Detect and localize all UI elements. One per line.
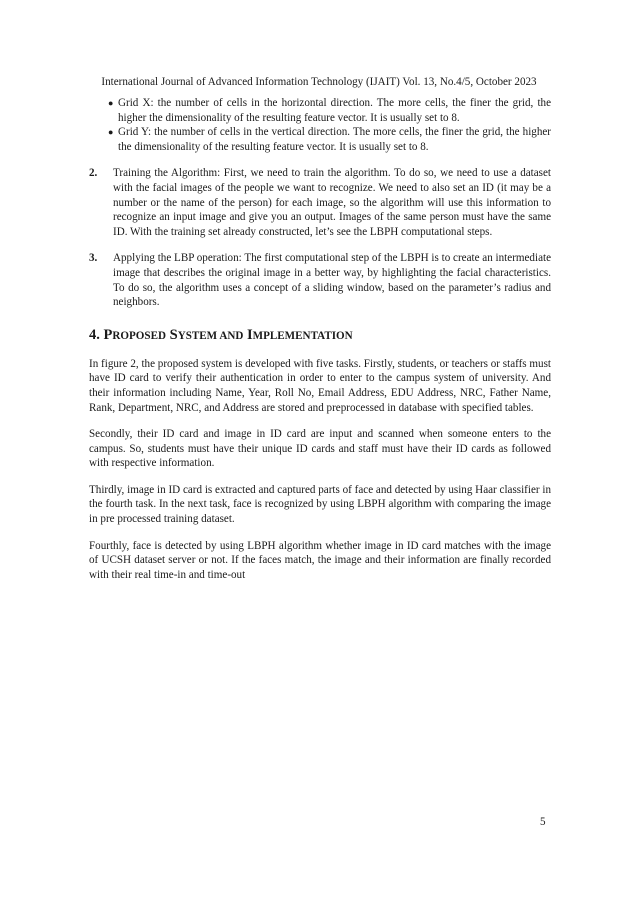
algorithm-steps-list xyxy=(89,166,551,309)
section-number: 4. xyxy=(89,326,100,343)
paragraph: In figure 2, the proposed system is developed with five tasks. Firstly, students, or teachers or staffs must have ID card to verify their authentication in order to enter to the campus system of university. And their information including Name, Year, Roll No, Email Address, EDU Address, NRC, Father Name, Rank, Department, NRC, and Address are stored and preprocessed in database with specified tables. xyxy=(89,357,551,414)
step-number: 3. xyxy=(89,252,98,265)
page-number: 5 xyxy=(540,816,546,828)
list-item xyxy=(89,251,551,309)
bullet-text: Grid X: the number of cells in the horizontal direction. The more cells, the finer the grid, the higher the dimensionality of the resulting feature vector. It is usually set to 8. xyxy=(118,97,551,124)
paragraph: Secondly, their ID card and image in ID card are input and scanned when someone enters to the campus. So, students must have their unique ID cards and staff must have their ID cards as followed with respective information. xyxy=(89,428,551,470)
section-heading: 4. PROPOSED SYSTEM AND IMPLEMENTATION xyxy=(89,326,353,343)
step-number: 2. xyxy=(89,167,98,180)
page-body xyxy=(89,96,551,582)
step-text: Applying the LBP operation: The first computational step of the LBPH is to create an intermediate image that describes the original image in a better way, by highlighting the facial characteristics. To do so, the algorithm uses a concept of a sliding window, based on the parameter’s radius and neighbors. xyxy=(113,252,551,309)
list-item xyxy=(89,125,551,154)
bullet-icon: ● xyxy=(108,98,114,108)
bullet-text: Grid Y: the number of cells in the vertical direction. The more cells, the finer the grid, the higher the dimensionality of the resulting feature vector. It is usually set to 8. xyxy=(118,126,551,153)
list-item xyxy=(89,96,551,125)
list-item xyxy=(89,166,551,239)
paragraph: Fourthly, face is detected by using LBPH algorithm whether image in ID card matches with the image of UCSH dataset server or not. If the faces match, the image and their information are finally recorded with their real time-in and time-out xyxy=(89,539,551,581)
running-header: International Journal of Advanced Information Technology (IJAIT) Vol. 13, No.4/5, October 2023 xyxy=(101,76,537,88)
grid-parameter-list xyxy=(89,96,551,154)
step-text: Training the Algorithm: First, we need to train the algorithm. To do so, we need to use a dataset with the facial images of the people we want to recognize. We need to also set an ID (it may be a number or the name of the person) for each image, so the algorithm will use this information to recognize an input image and give you an output. Images of the same person must have the same ID. With the training set already constructed, let’s see the LBPH computational steps. xyxy=(113,167,551,238)
bullet-icon: ● xyxy=(108,127,114,138)
paragraph: Thirdly, image in ID card is extracted and captured parts of face and detected by using Haar classifier in the fourth task. In the next task, face is recognized by using LBPH algorithm with comparing the image in pre processed training dataset. xyxy=(89,483,551,526)
